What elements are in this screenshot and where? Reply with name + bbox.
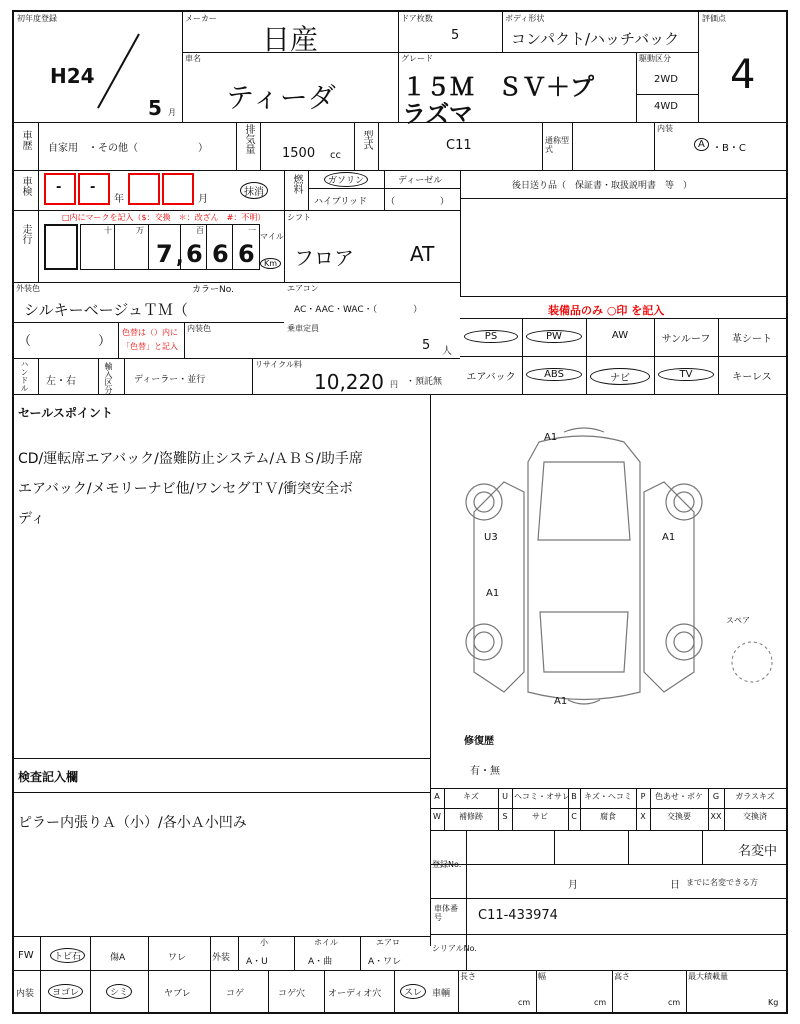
legend-row2-cell: 腐食: [600, 812, 616, 821]
damage-left-door: U3: [484, 532, 498, 543]
handle-value: 左・右: [46, 376, 76, 387]
doors-label: ドア枚数: [401, 14, 433, 23]
capacity-label: 乗車定員: [287, 324, 319, 333]
handle-label: ハンドル: [20, 360, 29, 392]
mileage-label: 走行: [20, 224, 31, 244]
interior-wear: スレ: [400, 984, 426, 999]
recycle-value: 10,220: [314, 370, 384, 394]
legend-row1-cell: キズ: [463, 792, 479, 801]
ac-label: エアコン: [287, 284, 319, 293]
score-value: 4: [730, 52, 756, 98]
equip-title: 装備品のみ ○印 を記入: [548, 304, 665, 317]
fw-label: FW: [18, 950, 34, 961]
registration-label: 登録No.: [432, 860, 462, 869]
recycle-label: リサイクル料: [255, 360, 302, 369]
unit-ju: 十: [104, 226, 112, 235]
size-label: 車輌: [432, 989, 451, 999]
equipment-row1-item: AW: [611, 330, 629, 341]
model-value: ティーダ: [226, 81, 336, 114]
history-label: 車歴: [20, 130, 31, 150]
sales-label: セールスポイント: [18, 406, 113, 420]
inspection-notes-text: ピラー内張りＡ（小）/各小Ａ小凹み: [18, 815, 247, 831]
shift-label: シフト: [287, 213, 311, 222]
inspection-notes-label: 検査記入欄: [18, 770, 79, 784]
equipment-row1-item: 革シート: [732, 334, 772, 345]
inspection-dash1: -: [56, 180, 62, 195]
body-label: ボディ形状: [505, 14, 545, 23]
unit-man: 万: [136, 226, 144, 235]
width-unit: cm: [594, 998, 607, 1007]
max-load-unit: Kg: [768, 998, 779, 1007]
grade-label: グレード: [401, 54, 433, 63]
recolor-note2: 「色替」と記入: [122, 342, 178, 351]
grade-line1: １５Ｍ ＳＶ＋プ: [402, 73, 594, 101]
length-label: 長さ: [460, 972, 476, 981]
mileage-note: □内にマークを記入（$：交換 ＊：改ざん #：不明）: [62, 213, 266, 222]
exterior-color-label: 外装色: [16, 284, 40, 293]
first-reg-era: H24: [50, 64, 95, 88]
fw-item-crack: ワレ: [168, 953, 187, 963]
month-unit-2: 月: [198, 194, 208, 205]
legend-row1-cell: ガラスキズ: [735, 792, 775, 801]
legend-row2-cell: S: [502, 812, 508, 821]
equipment-row2-item: キーレス: [732, 372, 772, 383]
fw-item-chip: トビ石: [50, 948, 85, 963]
legend-row2-cell: W: [433, 812, 441, 821]
legend-row1-cell: G: [712, 792, 720, 801]
legend-row2-cell: 交換要: [667, 812, 691, 821]
type-value: C11: [446, 138, 472, 153]
legend-row2-cell: C: [571, 812, 577, 821]
repair-value: 有・無: [470, 766, 500, 777]
displacement-value: 1500: [282, 146, 316, 161]
color-no-label: カラーNo.: [192, 285, 234, 295]
max-load-label: 最大積載量: [688, 972, 728, 981]
width-label: 幅: [538, 972, 546, 981]
car-body-diagram: [444, 422, 774, 722]
unit-ichi: 一: [248, 226, 256, 235]
reg-day: 日: [670, 880, 680, 891]
interior-burn: コゲ: [226, 989, 245, 999]
grade-line2: ラズマ: [402, 100, 473, 128]
capacity-value: 5: [422, 338, 431, 353]
year-unit: 年: [114, 194, 124, 205]
history-value: 自家用 ・その他（ ）: [48, 143, 208, 154]
aero-label: エアロ: [376, 938, 400, 947]
sales-line2: エアバック/メモリーナビ他/ワンセグＴＶ/衝突安全ボ: [18, 481, 354, 497]
legend-row2-cell: サビ: [532, 812, 548, 821]
chassis-label: 車体番号: [434, 904, 458, 922]
legend-row1-cell: P: [640, 792, 646, 801]
name-change: 名変中: [738, 844, 778, 859]
legend-row1-cell: キズ・ヘコミ: [584, 792, 632, 801]
small-value: A・U: [246, 957, 268, 967]
aero-value: A・ワレ: [368, 957, 402, 967]
legend-row2-cell: X: [640, 812, 646, 821]
shift-at: AT: [410, 242, 435, 266]
damage-front: A1: [544, 432, 558, 443]
height-unit: cm: [668, 998, 681, 1007]
mile-unit: マイル: [260, 232, 284, 241]
body-value: コンパクト/ハッチバック: [511, 30, 680, 48]
unit-hyaku: 百: [196, 226, 204, 235]
model-label: 車名: [185, 54, 201, 63]
legend-row1-cell: B: [571, 792, 577, 801]
fuel-other: （ ）: [386, 197, 450, 207]
legend-row2-cell: 補修跡: [459, 812, 483, 821]
legend-row1-cell: U: [502, 792, 508, 801]
capacity-unit: 人: [442, 346, 452, 357]
serial-label: シリアルNo.: [432, 944, 477, 953]
reg-deadline: までに名変できる方: [686, 878, 758, 887]
paren-close: ）: [98, 334, 112, 349]
height-label: 高さ: [614, 972, 630, 981]
ac-value: AC・AAC・WAC・（ ）: [294, 305, 423, 315]
recolor-note1: 色替は（）内に: [122, 328, 178, 337]
fw-item-scratch: 傷A: [110, 953, 126, 963]
expired-mark: 抹消: [240, 182, 268, 199]
interior-audio-hole: オーディオ穴: [328, 989, 382, 999]
import-label: 輸入区分: [104, 362, 113, 394]
drive-2wd: 2WD: [654, 74, 678, 85]
legend-row1-cell: ヘコミ・オサレ: [514, 792, 570, 801]
equipment-row2-item: ナビ: [590, 368, 650, 385]
damage-right-side: A1: [662, 532, 676, 543]
legend-row2-cell: XX: [710, 812, 722, 821]
drive-4wd: 4WD: [654, 101, 678, 112]
common-type-label: 通称型式: [545, 136, 569, 154]
type-label: 型式: [361, 130, 372, 150]
month-unit: 月: [168, 108, 176, 117]
gasoline-option: ガソリン: [324, 172, 368, 187]
equipment-row1-item: サンルーフ: [661, 334, 711, 345]
first-reg-month: 5: [148, 96, 162, 120]
fuel-label: 燃料: [291, 174, 302, 194]
repair-label: 修復歴: [464, 736, 494, 747]
shift-floor: フロア: [294, 246, 354, 270]
odo-sep: ,: [176, 244, 184, 268]
interior-tear: ヤブレ: [164, 989, 191, 999]
exterior-color-value: シルキーベージュＴＭ（: [24, 301, 189, 319]
first-reg-label: 初年度登録: [17, 14, 57, 23]
hybrid-option: ハイブリッド: [314, 197, 368, 207]
odo-digit-2: 6: [186, 240, 203, 268]
legend-row1-cell: 色あせ・ボケ: [655, 792, 703, 801]
chassis-number: C11-433974: [478, 908, 558, 923]
recycle-unit: 円: [390, 380, 398, 389]
interior-grade-label: 内装: [657, 124, 673, 133]
length-unit: cm: [518, 998, 531, 1007]
equipment-row2-item: TV: [658, 368, 714, 381]
small-label: 小: [260, 938, 268, 947]
legend-row2-cell: 交換済: [743, 812, 767, 821]
sales-line3: ディ: [18, 511, 45, 527]
legend-row1-cell: A: [434, 792, 440, 801]
recycle-deposit: ・預託無: [406, 377, 443, 387]
equipment-row1-item: PW: [526, 330, 582, 343]
odo-digit-3: 6: [212, 240, 229, 268]
slash-divider: [94, 30, 144, 112]
odo-digit-4: 6: [238, 240, 255, 268]
displacement-unit: cc: [330, 150, 341, 161]
doors-value: 5: [451, 28, 460, 43]
wheel-label: ホイル: [314, 938, 338, 947]
maker-label: メーカー: [185, 14, 217, 23]
inspection-dash2: -: [90, 180, 96, 195]
docs-label: 後日送り品（ 保証書・取扱説明書 等 ）: [512, 181, 693, 191]
odo-digit-1: 7: [156, 240, 173, 268]
wheel-value: A・曲: [308, 957, 333, 967]
inspection-label: 車検: [20, 176, 31, 196]
import-value: ディーラー・並行: [134, 375, 206, 385]
damage-left-side: A1: [486, 588, 500, 599]
interior-label: 内装: [16, 989, 35, 999]
reg-month: 月: [568, 880, 578, 891]
auction-sheet: [12, 10, 788, 1014]
interior-grade-rest: ・B・C: [712, 143, 746, 154]
maker-value: 日産: [262, 23, 319, 56]
displacement-label: 排気量: [243, 124, 254, 154]
diesel-option: ディーゼル: [398, 176, 443, 186]
exterior-label: 外装: [212, 953, 231, 963]
equipment-row2-item: ABS: [526, 368, 582, 381]
km-unit: Km: [260, 258, 281, 269]
score-label: 評価点: [702, 14, 726, 23]
drive-label: 駆動区分: [639, 54, 671, 63]
damage-rear: A1: [554, 696, 568, 707]
paren-open: （: [18, 334, 32, 349]
interior-stain: シミ: [106, 984, 132, 999]
interior-grade-a: A: [694, 138, 709, 151]
interior-dirt: ヨゴレ: [48, 984, 83, 999]
equipment-row1-item: PS: [464, 330, 518, 343]
interior-burn-hole: コゲ穴: [278, 989, 306, 999]
sales-line1: CD/運転席エアバック/盗難防止システム/ＡＢＳ/助手席: [18, 451, 363, 467]
equipment-row2-item: エアバック: [466, 372, 516, 383]
spare-label: スペア: [726, 616, 750, 625]
spare-tire-icon: [732, 642, 772, 682]
interior-color-label: 内装色: [187, 324, 211, 333]
